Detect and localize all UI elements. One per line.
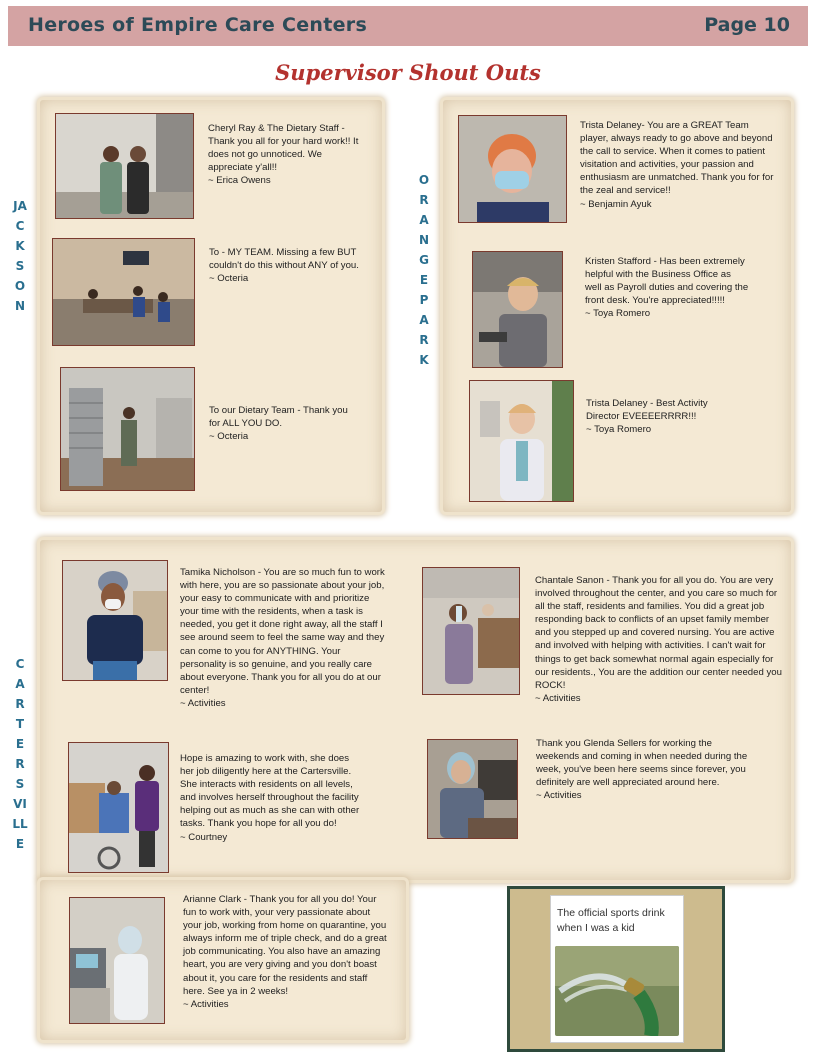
caption-signature: ~ Courtney <box>180 831 228 843</box>
caption-signature: ~ Benjamin Ayuk <box>580 198 652 210</box>
caption-signature: ~ Octeria <box>209 431 249 443</box>
caption-cartersville-4 <box>536 737 756 802</box>
caption-signature: ~ Activities <box>183 998 229 1010</box>
caption-jackson-2 <box>209 246 359 285</box>
caption-jackson-3 <box>209 404 359 443</box>
caption-text: Kristen Stafford - Has been extremely helpful with the Business Office as well as Payroll duties and covering the front desk. You're appreciated!!!!! <box>585 256 749 307</box>
photo-dietary-staff <box>55 113 194 219</box>
photo-hope <box>68 742 169 873</box>
page-number: Page 10 <box>704 14 790 36</box>
section-title: Supervisor Shout Outs <box>275 60 541 85</box>
caption-signature: ~ Activities <box>535 692 581 704</box>
newsletter-title: Heroes of Empire Care Centers <box>28 14 368 36</box>
caption-text: Hope is amazing to work with, she does her job diligently here at the Cartersville. She interacts with residents on all levels, and involves herself throughout the facility helping out as much as she can with other tasks. Thank you hope for all you do! <box>180 753 360 830</box>
caption-cartersville-3 <box>535 574 783 705</box>
caption-text: Trista Delaney - Best Activity Director EVEEEERRRR!!! <box>586 398 708 423</box>
caption-text: Trista Delaney- You are a GREAT Team player, always ready to go above and beyond the call to service. When it comes to patient visitation and activities, your passion and enthusiasm are unmatched. Thank you for for the zeal and service!! <box>580 120 774 197</box>
photo-jackson-team <box>52 238 195 346</box>
garden-hose-photo <box>555 946 679 1036</box>
photo-tamika-nicholson <box>62 560 168 681</box>
caption-signature: ~ Activities <box>180 697 226 709</box>
meme-frame <box>507 886 725 1052</box>
caption-text: Thank you Glenda Sellers for working the weekends and coming in when needed during the week, you've been here seems since forever, you definitely are well appreciated around here. <box>536 738 748 789</box>
caption-cartersville-2 <box>180 752 365 844</box>
page-header <box>8 6 808 46</box>
caption-signature: ~ Toya Romero <box>585 308 651 320</box>
caption-signature: ~ Octeria <box>209 273 249 285</box>
photo-chantale-sanon <box>422 567 520 695</box>
caption-orange-park-1 <box>580 119 775 211</box>
caption-orange-park-2 <box>585 255 750 320</box>
location-label-orange-park: ORANGE PARK <box>418 173 430 367</box>
photo-trista-delaney-mask <box>458 115 567 223</box>
caption-text: Cheryl Ray & The Dietary Staff - Thank you all for your hard work!! It does not go unnoticed. We appreciate y'all!! <box>208 123 359 174</box>
location-label-cartersville: CARTERSVILLE <box>12 657 28 851</box>
meme-card <box>550 895 684 1043</box>
caption-text: Tamika Nicholson - You are so much fun to work with here, you are so passionate about your job, your easy to communicate with and prioritize your time with the residents, when a task is needed, you get it done right away, all the staff I see around seem to feel the same way and they can come to you for ANYTHING. Your personality is so genuine, and you really care about everyone. Thank you for all you do at our center! <box>180 567 385 696</box>
caption-cartersville-5 <box>183 893 388 1011</box>
caption-signature: ~ Erica Owens <box>208 175 271 187</box>
caption-text: To our Dietary Team - Thank you for ALL YOU DO. <box>209 405 348 430</box>
caption-jackson-1 <box>208 122 368 187</box>
caption-text: To - MY TEAM. Missing a few BUT couldn't do this without ANY of you. <box>209 247 359 272</box>
meme-text: The official sports drink when I was a kid <box>557 907 665 934</box>
caption-orange-park-3 <box>586 397 736 436</box>
caption-signature: ~ Activities <box>536 790 582 802</box>
photo-trista-delaney <box>469 380 574 502</box>
caption-text: Arianne Clark - Thank you for all you do! Your fun to work with, your very passionate about your job, working from home on quarantine, you always inform me of triple check, and do a great job communicating. You also have an amazing heart, you are very giving and you don't boast about it, you care for the residents and staff here. See ya in 2 weeks! <box>183 894 387 997</box>
caption-cartersville-1 <box>180 566 388 710</box>
photo-glenda-sellers <box>427 739 518 839</box>
photo-dietary-kitchen <box>60 367 195 491</box>
caption-text: Chantale Sanon - Thank you for all you do. You are very involved throughout the center, and you care so much for all the staff, residents and families. You did a great job responding back to conflicts of an upset family member and you stepped up and covered nursing. You are active and involved with helping with activities. I can't wait for things to get back somewhat normal again especially for our residents., You are the addition our center needed you ROCK! <box>535 575 782 691</box>
photo-arianne-clark <box>69 897 165 1024</box>
caption-signature: ~ Toya Romero <box>586 424 652 436</box>
photo-kristen-stafford <box>472 251 563 368</box>
location-label-jackson: JACKSON <box>13 199 27 313</box>
